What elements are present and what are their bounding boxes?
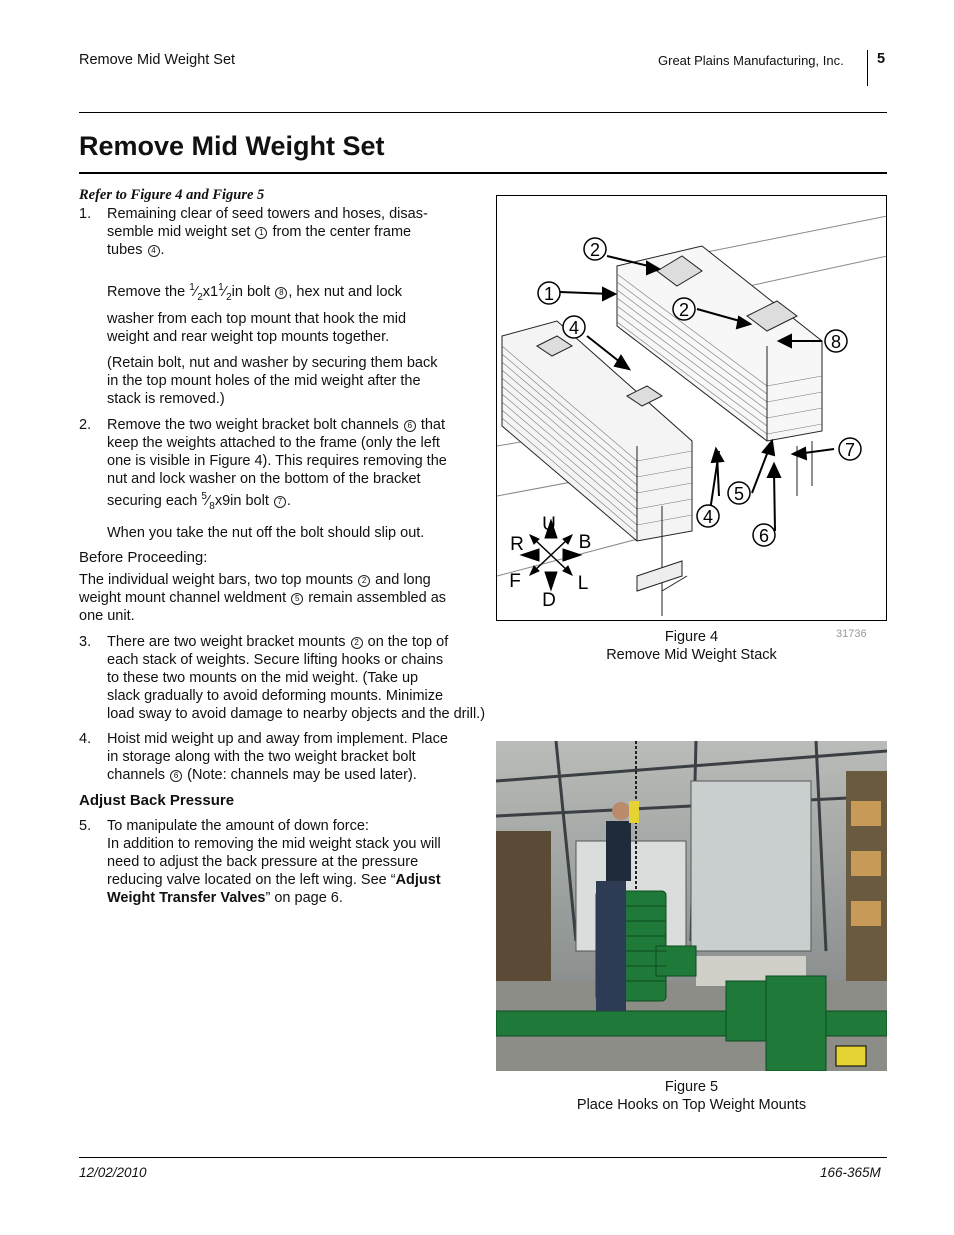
step-2-text — [107, 416, 447, 516]
adjust-link-part-1[interactable]: Adjust — [395, 872, 441, 888]
figure-5-caption — [496, 1078, 887, 1114]
footer-rule — [79, 1157, 887, 1158]
callout-7: 7 — [844, 440, 856, 460]
callout-ref-6: 6 — [404, 420, 416, 432]
step-1-number: 1. — [79, 206, 92, 222]
compass-f: F — [509, 571, 521, 592]
step-5-number: 5. — [79, 818, 92, 834]
step-1-p2-line-3: weight and rear weight top mounts together. — [107, 328, 390, 345]
callout-ref-1: 1 — [255, 227, 267, 239]
step-1-paragraph-2 — [107, 279, 406, 346]
figure-5-photo — [496, 741, 887, 1071]
callout-1: 1 — [543, 284, 555, 304]
compass-b: B — [578, 532, 592, 553]
step-4-line-3: channels 6 (Note: channels may be used later). — [107, 767, 417, 783]
step-1-line-1: Remaining clear of seed towers and hoses, disas- — [107, 206, 428, 222]
step-3-line-5: load sway to avoid damage to nearby objects and the drill.) — [107, 706, 486, 722]
step-1-paragraph-3 — [107, 354, 437, 408]
step-2-line-5: securing each $^5⁄_8x9in$ bolt 7 . — [107, 491, 291, 512]
refer-note: Refer to Figure 4 and Figure 5 — [79, 187, 265, 203]
callout-4-left: 4 — [568, 318, 580, 338]
header-section-title: Remove Mid Weight Set — [79, 52, 236, 68]
step-4-line-2: in storage along with the two weight bracket bolt — [107, 749, 416, 765]
step-1-p3-line-2: in the top mount holes of the mid weight after the — [107, 373, 421, 389]
page-number: 5 — [877, 51, 886, 67]
step-3-line-3: to these two mounts on the mid weight. (Take up — [107, 670, 419, 686]
compass-u: U — [542, 514, 556, 535]
figure-4-caption — [496, 628, 887, 664]
callout-ref-6b: 6 — [170, 770, 182, 782]
step-1-p3-line-3: stack is removed.) — [107, 391, 225, 407]
callout-8: 8 — [830, 332, 842, 352]
callout-ref-2: 2 — [358, 575, 370, 587]
before-line-3: one unit. — [79, 608, 135, 624]
step-5-line-4: reducing valve located on the left wing. See “Adjust — [107, 872, 441, 888]
step-2-line-2: keep the weights attached to the frame (only the left — [107, 435, 440, 451]
step-4-text — [107, 730, 448, 784]
before-proceeding-text — [79, 571, 446, 625]
step-2-number: 2. — [79, 417, 92, 433]
figure-5-label: Figure 5 — [664, 1079, 719, 1095]
warehouse-photo — [496, 741, 887, 1071]
figure-4-diagram — [496, 195, 887, 621]
callout-2-mid: 2 — [678, 300, 690, 320]
figure-4-title: Remove Mid Weight Stack — [606, 647, 777, 663]
compass-d: D — [542, 590, 556, 611]
header-divider — [867, 50, 868, 86]
callout-5: 5 — [733, 484, 745, 504]
step-1-line-3: tubes 4 . — [107, 242, 165, 258]
step-4-line-1: Hoist mid weight up and away from implement. Place — [107, 731, 448, 747]
step-5-line-5: Weight Transfer Valves” on page 6. — [107, 890, 343, 906]
before-proceeding-heading: Before Proceeding: — [79, 549, 208, 566]
step-3-number: 3. — [79, 634, 92, 650]
step-2-line-3: one is visible in Figure 4). This requires removing the — [107, 453, 447, 469]
callout-ref-4: 4 — [148, 245, 160, 257]
figure-4-number: 31736 — [836, 628, 867, 640]
callout-ref-5: 5 — [291, 593, 303, 605]
fraction-half-b: $^1⁄_2$ — [218, 282, 232, 303]
fraction-half-a: $^1⁄_2$ — [189, 282, 203, 303]
header-rule — [79, 112, 887, 113]
figure-5-title: Place Hooks on Top Weight Mounts — [576, 1097, 807, 1113]
fraction-five-eighths: $^5⁄_8$ — [201, 491, 215, 512]
adjust-back-pressure-heading: Adjust Back Pressure — [79, 792, 235, 809]
step-2-line-4: nut and lock washer on the bottom of the bracket — [107, 471, 421, 487]
callout-6: 6 — [758, 526, 770, 546]
callout-ref-2b: 2 — [351, 637, 363, 649]
step-1-text — [107, 205, 428, 259]
adjust-link-part-2[interactable]: Weight Transfer Valves — [107, 890, 266, 906]
before-line-2: weight mount channel weldment 5 remain assembled as — [79, 590, 447, 606]
step-3-line-4: slack gradually to avoid deforming mounts. Minimize — [107, 688, 444, 704]
step-2-paragraph-2: When you take the nut off the bolt should slip out. — [107, 525, 425, 541]
compass-l: L — [577, 573, 589, 594]
page-title: Remove Mid Weight Set — [79, 131, 385, 161]
callout-2-top: 2 — [589, 240, 601, 260]
step-5-text — [107, 817, 441, 907]
step-3-text — [107, 633, 485, 723]
step-1-line-2: semble mid weight set 1 from the center frame — [107, 224, 412, 240]
footer-doc-number: 166-365M — [820, 1165, 881, 1180]
header-company: Great Plains Manufacturing, Inc. — [658, 53, 844, 68]
step-1-p3-line-1: (Retain bolt, nut and washer by securing them back — [107, 355, 438, 371]
callout-ref-8: 8 — [275, 287, 287, 299]
before-line-1: The individual weight bars, two top mounts 2 and long — [79, 572, 431, 588]
weight-stack-drawing — [497, 196, 886, 620]
title-rule — [79, 172, 887, 174]
callout-ref-7: 7 — [274, 496, 286, 508]
step-3-line-2: each stack of weights. Secure lifting hooks or chains — [107, 652, 444, 668]
step-3-line-1: There are two weight bracket mounts 2 on the top of — [107, 634, 449, 650]
step-5-line-1: To manipulate the amount of down force: — [107, 818, 369, 834]
step-5-line-2: In addition to removing the mid weight stack you will — [107, 836, 441, 852]
step-1-p2-line-1: Remove the $^1⁄_2x1^1⁄_2in$ bolt 8 , hex nut and lock — [107, 282, 403, 303]
step-4-number: 4. — [79, 731, 92, 747]
step-1-p2-line-2: washer from each top mount that hook the mid — [107, 310, 407, 327]
figure-4-label: Figure 4 — [664, 629, 719, 645]
compass-r: R — [510, 534, 524, 555]
step-2-line-1: Remove the two weight bracket bolt channels 6 that — [107, 417, 446, 433]
callout-4-bottom: 4 — [702, 507, 714, 527]
footer-date: 12/02/2010 — [79, 1165, 147, 1180]
step-5-line-3: need to adjust the back pressure at the pressure — [107, 854, 419, 870]
